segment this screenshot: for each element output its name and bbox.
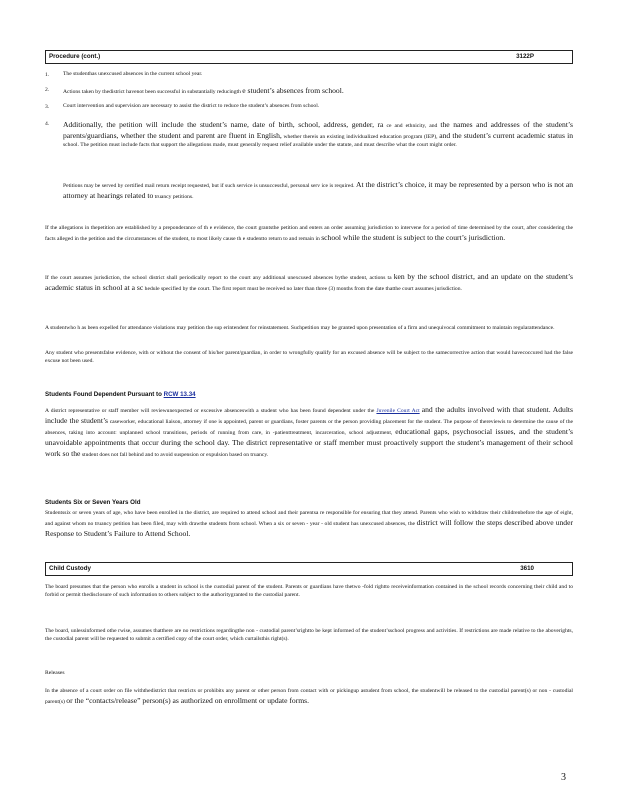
list-item — [45, 103, 573, 113]
list-text: The studenthas unexcused absences in the current school year. — [63, 71, 203, 77]
section-code: 3610 — [520, 565, 534, 572]
list-item — [45, 71, 573, 80]
page-number: 3 — [561, 772, 566, 783]
section-code: 3122P — [516, 53, 534, 60]
list-text: Actions taken by thedistrict havenot been successful in substantially reducingth e student’s absences from school. — [63, 86, 344, 95]
paragraph-court-assumes: If the court assumes jurisdiction, the school district shall periodically report to the court any additional unexcused absences bythe student, actions ta ken by the school district, and an update on the student’s academic status in school at a sc hedule specified by the court. The first report must be received no later than three (3) months from the date thatthe court assumes jurisdiction. — [45, 272, 573, 292]
list-item — [45, 86, 573, 96]
paragraph-expelled: A studentwho h as been expelled for attendance violations may petition the sup erintendent for reinstatement. Suchpetition may be granted upon presentation of a firm and unequivocal commitment to maintain regularattendance. — [45, 325, 555, 331]
juvenile-court-act-link[interactable]: Juvenile Court Act — [376, 408, 420, 414]
paragraph-petitions: Petitions may be served by certified mail return receipt requested, but if such service is unsuccessful, personal serv ice is required. At the district’s choice, it may be represented by a person who is not an attorney at hearings related to truancy petitions. — [63, 180, 573, 200]
paragraph-releases: In the absence of a court order on file withthedistrict that restricts or prohibits any parent or other person from contact with or pickingup astudent from school, the studentwill be released to the custodial parent(s) or non - custodial parent(s) or the “contacts/release” person(s) as authorized on enrollment or update forms. — [45, 688, 573, 705]
paragraph-six-seven: Studentssix or seven years of age, who have been enrolled in the district, are required to attend school and their parentsa re responsible for ensuring that they attend. Parents who wish to withdraw their childrenbefore the age of eight, and against whom no truancy petition has been filed, may with drawthe students from school. When a six or seven - year - old student has unexcused absences, the district will follow the steps described above under Response to Student’s Failure to Attend School. — [45, 510, 573, 538]
heading-six-seven-years: Students Six or Seven Years Old — [45, 499, 141, 506]
paragraph-false-evidence: Any student who presentsfalse evidence, with or without the consent of his/her parent/guardian, in order to wrongfully qualify for an excused absence will be subject to the samecorrective action that would havecoccured had the false excuse not been used. — [45, 350, 573, 364]
list-text: Court intervention and supervision are necessary to assist the district to reduce the student’s absences from school. — [63, 103, 320, 109]
section-title: Procedure (cont.) — [49, 53, 101, 60]
paragraph-allegations: If the allegations in thepetition are established by a preponderance of th e evidence, the court grantsthe petition and enters an order assuming jurisdiction to intervene for a period of time determined by the court, after considering the facts alleged in the petition and the circumstances of the student, to most likely cause th e studentto return to and remain in school while the student is subject to the court’s jurisdiction. — [45, 225, 573, 242]
section-title: Child Custody — [49, 565, 91, 572]
list-number: 4. — [45, 121, 50, 127]
paragraph-custody-presumes: The board presumes that the person who enrolls a student in school is the custodial parent of the student. Parents or guardians have thetwo -fold rightto receiveinformation contained in the school records concerning their child and to forbid or permit thedisclosure of such information to others subject to the authoritygranted to the custodial parent. — [45, 584, 573, 598]
list-text: Additionally, the petition will include the student’s name, date of birth, school, address, gender, ra ce and ethnicity, and the names and addresses of the student’s parents/guardians, whether the student and parent are fluent in English, whether thereis an existing individualized education program (IEP), and the student’s current academic status in school. The petition must include facts that support the allegations made, must generally request relief available under the statute, and must describe what the court might order. — [63, 120, 573, 148]
heading-students-found-dependent: Students Found Dependent Pursuant to RCW 13.34 — [45, 391, 196, 398]
paragraph-custody-restrictions: The board, unlessinformed othe rwise, assumes thatthere are no restrictions regardingthe non - custodial parent’srightto be kept informed of the student’sschool progress and activities. If restrictions are made relative to the aboverights, the custodial parent will be requested to submit a certified copy of the court order, which curtailsthis right(s). — [45, 628, 573, 642]
list-item — [45, 120, 573, 174]
list-number: 2. — [45, 87, 50, 93]
section-header-procedure — [45, 50, 573, 64]
heading-releases: Releases — [45, 670, 65, 676]
list-number: 1. — [45, 72, 50, 78]
list-number: 3. — [45, 104, 50, 110]
rcw-link[interactable]: RCW 13.34 — [163, 391, 196, 398]
section-header-child-custody — [45, 562, 573, 576]
paragraph-found-dependent: A district representative or staff member will reviewunexpected or excessive absenceswith a student who has been found dependent under the Juvenile Court Act and the adults involved with that student. Adults include the student’s caseworker, educational liaison, attorney if one is appointed, parent or guardians, foster parents or the person providing placement for the student. The purpose of thereviewis to determine the cause of the absences, taking into account: unplanned school transitions, periods of running from care, in -patienttreatment, incarceration, school adjustment, educational gaps, psychosocial issues, and the student’s unavoidable appointments that occur during the school day. The district representative or staff member must proactively support the student’s management of their school work so the student does not fall behind and to avoid suspension or expulsion based on truancy. — [45, 405, 574, 458]
